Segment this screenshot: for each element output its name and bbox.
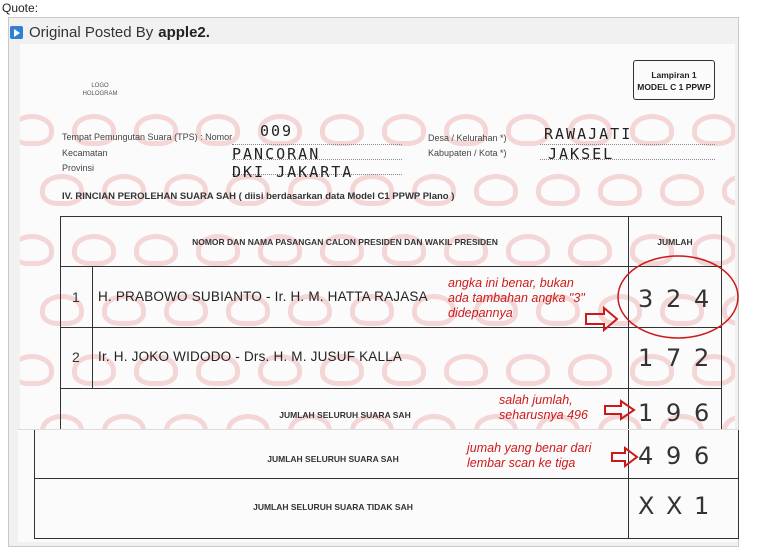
logo-text-1: LOGO: [91, 83, 109, 89]
arrow-right-icon: [603, 399, 637, 421]
annotation-note-2: [499, 393, 588, 423]
view-post-icon[interactable]: [10, 26, 23, 39]
value-kabupaten: JAKSEL: [548, 145, 615, 163]
table-header-jumlah: JUMLAH: [657, 237, 693, 247]
label-kabupaten: Kabupaten / Kota *): [428, 148, 507, 158]
lampiran-box: [633, 60, 715, 100]
watermark-logo-icon: [536, 164, 592, 204]
arrow-right-icon: [610, 446, 640, 468]
total-wrong-digit-1: 1: [638, 399, 654, 427]
logo-hologram: [72, 68, 128, 108]
value-tps-no: 009: [260, 122, 294, 140]
note2-line2: seharusnya 496: [499, 408, 588, 422]
watermark-logo-icon: [598, 164, 654, 204]
candidate-2-digit-3: 2: [694, 344, 710, 372]
total-valid-label-wrong: JUMLAH SELURUH SUARA SAH: [279, 410, 411, 420]
note2-line1: salah jumlah,: [499, 393, 573, 407]
candidate-2-name: Ir. H. JOKO WIDODO - Drs. H. M. JUSUF KALLA: [98, 349, 403, 364]
candidate-1-digit-1: 3: [638, 285, 654, 313]
total-invalid-digit-3: 1: [694, 492, 710, 520]
quote-label: Quote:: [2, 1, 39, 15]
value-desa: RAWAJATI: [544, 125, 633, 143]
annotation-note-1: [448, 276, 585, 321]
total-wrong-digit-3: 6: [694, 399, 710, 427]
candidate-2-digit-2: 7: [666, 344, 682, 372]
note3-line1: jumah yang benar dari: [467, 441, 592, 455]
note3-line2: lembar scan ke tiga: [467, 456, 576, 470]
total-correct-digit-1: 4: [638, 442, 654, 470]
quote-header: [10, 24, 210, 41]
candidate-1-name: H. PRABOWO SUBIANTO - Ir. H. M. HATTA RAJASA: [98, 289, 428, 304]
logo-text-2: HOLOGRAM: [82, 91, 118, 97]
watermark-logo-icon: [630, 104, 686, 144]
table-header-candidates: NOMOR DAN NAMA PASANGAN CALON PRESIDEN DAN WAKIL PRESIDEN: [192, 237, 498, 247]
watermark-logo-icon: [722, 164, 735, 204]
note1-line3: didepannya: [448, 306, 513, 320]
total-correct-digit-3: 6: [694, 442, 710, 470]
total-correct-digit-2: 9: [666, 442, 682, 470]
annotation-note-3: [467, 441, 591, 471]
candidate-2-digit-1: 1: [638, 344, 654, 372]
value-provinsi: DKI JAKARTA: [232, 163, 354, 181]
label-kecamatan: Kecamatan: [62, 148, 108, 158]
watermark-logo-icon: [692, 104, 735, 144]
candidate-2-number: 2: [72, 349, 80, 365]
lampiran-model: MODEL C 1 PPWP: [637, 82, 711, 92]
candidate-1-digit-3: 4: [694, 285, 710, 313]
watermark-logo-icon: [20, 104, 66, 144]
candidate-1-digit-2: 2: [666, 285, 682, 313]
total-invalid-digit-1: X: [638, 492, 655, 520]
label-provinsi: Provinsi: [62, 163, 95, 173]
total-invalid-label: JUMLAH SELURUH SUARA TIDAK SAH: [253, 502, 413, 512]
note1-line1: angka ini benar, bukan: [448, 276, 574, 290]
quote-author[interactable]: apple2.: [158, 24, 210, 41]
value-kecamatan: PANCORAN: [232, 145, 321, 163]
label-tps: Tempat Pemungutan Suara (TPS) : Nomor: [62, 132, 233, 142]
quote-prefix: Original Posted By: [29, 24, 154, 41]
watermark-logo-icon: [320, 104, 376, 144]
candidate-1-number: 1: [72, 289, 80, 305]
watermark-logo-icon: [660, 164, 716, 204]
total-wrong-digit-2: 9: [666, 399, 682, 427]
arrow-right-icon: [584, 306, 620, 332]
note1-line2: ada tambahan angka "3": [448, 291, 585, 305]
label-desa: Desa / Kelurahan *): [428, 133, 507, 143]
total-invalid-digit-2: X: [666, 492, 683, 520]
section-title: IV. RINCIAN PEROLEHAN SUARA SAH ( diisi berdasarkan data Model C1 PPWP Plano ): [62, 191, 455, 202]
watermark-logo-icon: [474, 164, 530, 204]
highlight-circle: [615, 252, 743, 344]
lampiran-title: Lampiran 1: [651, 70, 697, 80]
total-valid-label-correct: JUMLAH SELURUH SUARA SAH: [267, 454, 399, 464]
